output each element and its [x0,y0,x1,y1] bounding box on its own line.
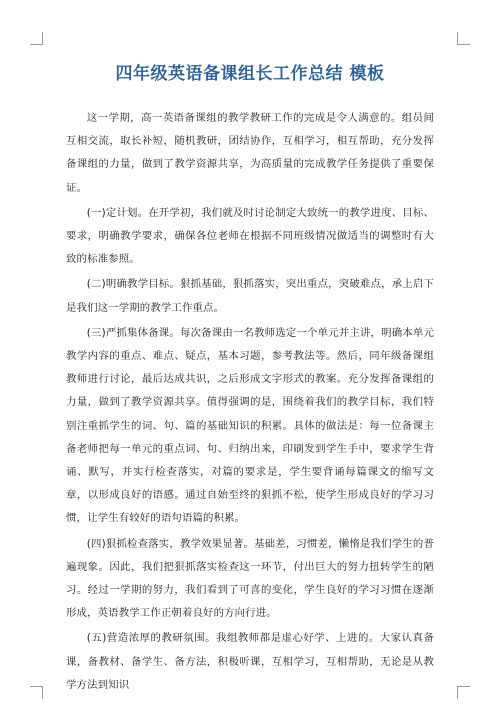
crop-mark-top-right [457,32,470,45]
crop-mark-bottom-right [457,686,470,699]
document-title: 四年级英语备课组长工作总结 模板 [115,64,385,84]
paragraph-research-atmosphere: (五)营造浓厚的教研氛围。我组教师都是虚心好学、上进的。大家认真备课，备教材、备学生、备方法，积极听课，互相学习，互相帮助，无论是从教学方法到知识 [66,632,434,691]
crop-mark-bottom-left [30,686,43,699]
paragraph-inspection: (四)狠抓检查落实，教学效果显著。基础差，习惯差，懒惰是我们学生的普遍现象。因此，我们把狠抓落实检查这一环节，付出巨大的努力扭转学生的陋习。经过一学期的努力，我们看到了可喜的变化，学生良好的学习习惯在逐渐形成，英语教学工作正朝着良好的方向行进。 [66,537,434,620]
document-body [66,107,434,699]
crop-mark-top-left [30,32,43,45]
paragraph-plan: (一)定计划。在开学初，我们就及时讨论制定大致统一的教学进度、目标、要求，明确教学要求，确保各位老师在根据不同班级情况做适当的调整时有大致的标准参照。 [66,206,434,266]
paragraph-collective-prep: (三)严抓集体备课。每次备课由一名教师选定一个单元并主讲，明确本单元教学内容的重点、难点、疑点，基本习题，参考教法等。然后，同年级备课组教师进行讨论，最后达成共识，之后形成文字形式的教案。充分发挥备课组的力量，做到了教学资源共享。值得强调的是，围绕着我们的教学目标，我们特别注重抓学生的词、句、篇的基础知识的积累。具体的做法是：每一位备课主备老师把每一单元的重点词、句、归纳出来，印刷发到学生手中，要求学生背诵、默写，并实行检查落实，对篇的要求是，学生要背诵每篇课文的缩写文章，以形成良好的语感。通过自始至终的狠抓不松，使学生形成良好的学习习惯，让学生有较好的语句语篇的积累。 [66,326,434,525]
paragraph-goals: (二)明确教学目标。狠抓基础，狠抓落实，突出重点，突破难点，承上启下是我们这一学期的教学工作重点。 [66,278,434,314]
paragraph-intro: 这一学期，高一英语备课组的教学教研工作的完成是令人满意的。组员间互相交流，取长补短，随机教研，团结协作，互相学习，相互帮助，充分发挥备课组的力量，做到了教学资源共享，为高质量的完成教学任务提供了重要保证。 [66,112,434,194]
